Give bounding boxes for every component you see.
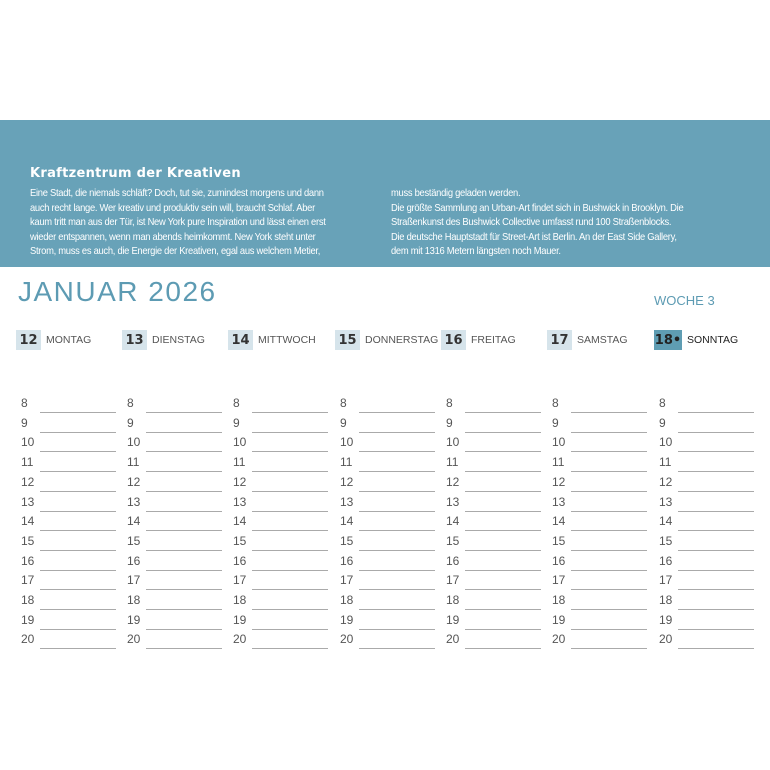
hour-label: 13 bbox=[340, 494, 354, 509]
hour-entry-line[interactable] bbox=[465, 550, 541, 551]
hour-label: 13 bbox=[127, 494, 141, 509]
hour-entry-line[interactable] bbox=[465, 530, 541, 531]
hour-entry-line[interactable] bbox=[571, 412, 647, 413]
hour-entry-line[interactable] bbox=[146, 412, 222, 413]
hour-label: 20 bbox=[340, 632, 354, 647]
hour-entry-line[interactable] bbox=[465, 609, 541, 610]
hour-label: 17 bbox=[21, 573, 35, 588]
hour-label: 14 bbox=[127, 514, 141, 529]
hour-entry-line[interactable] bbox=[359, 471, 435, 472]
text-line: dem mit 1316 Metern längsten noch Mauer. bbox=[391, 246, 561, 257]
hour-label: 9 bbox=[21, 415, 28, 430]
hour-label: 11 bbox=[552, 455, 565, 470]
hour-entry-line[interactable] bbox=[146, 511, 222, 512]
day-header bbox=[441, 330, 516, 350]
hour-entry-line[interactable] bbox=[678, 629, 754, 630]
text-line: Die deutsche Hauptstadt für Street-Art ist Berlin. An der East Side Gallery, bbox=[391, 231, 677, 243]
banner-text-right bbox=[391, 187, 683, 260]
hour-label: 18 bbox=[340, 593, 354, 607]
hour-entry-line[interactable] bbox=[678, 412, 754, 413]
hour-label: 13 bbox=[446, 494, 460, 509]
hour-entry-line[interactable] bbox=[678, 530, 754, 531]
hour-label: 12 bbox=[446, 474, 460, 489]
hour-label: 10 bbox=[21, 435, 35, 450]
day-header bbox=[335, 330, 438, 350]
hour-entry-line[interactable] bbox=[252, 530, 328, 531]
hour-label: 10 bbox=[552, 435, 566, 450]
hour-label: 15 bbox=[552, 533, 566, 548]
hour-entry-line[interactable] bbox=[252, 550, 328, 551]
text-line: wieder entspannen, wenn man abends heimkommt. New York steht unter bbox=[30, 231, 316, 243]
hour-label: 19 bbox=[127, 612, 141, 627]
hour-entry-line[interactable] bbox=[40, 432, 116, 433]
hour-entry-line[interactable] bbox=[359, 511, 435, 512]
hour-label: 11 bbox=[340, 455, 353, 470]
month-title: JANUAR 2026 bbox=[18, 276, 217, 307]
text-line: kaum tritt man aus der Tür, ist New York pure Inspiration und lässt einen erst bbox=[30, 217, 326, 228]
hour-label: 8 bbox=[446, 396, 453, 410]
hour-entry-line[interactable] bbox=[678, 550, 754, 551]
hour-label: 8 bbox=[552, 396, 559, 410]
hour-label: 15 bbox=[659, 533, 673, 548]
text-line: Eine Stadt, die niemals schläft? Doch, tut sie, zumindest morgens und dann bbox=[30, 188, 324, 199]
hour-label: 11 bbox=[446, 455, 459, 470]
hour-entry-line[interactable] bbox=[146, 432, 222, 433]
hour-entry-line[interactable] bbox=[146, 629, 222, 630]
hour-entry-line[interactable] bbox=[571, 491, 647, 492]
hour-label: 19 bbox=[552, 612, 566, 627]
hour-entry-line[interactable] bbox=[359, 629, 435, 630]
hour-entry-line[interactable] bbox=[252, 471, 328, 472]
hour-entry-line[interactable] bbox=[571, 609, 647, 610]
hour-entry-line[interactable] bbox=[359, 570, 435, 571]
hour-label: 11 bbox=[21, 455, 34, 470]
hour-entry-line[interactable] bbox=[252, 570, 328, 571]
hour-entry-line[interactable] bbox=[146, 471, 222, 472]
hour-label: 10 bbox=[127, 435, 141, 450]
hour-label: 15 bbox=[340, 533, 354, 548]
hour-label: 16 bbox=[21, 553, 35, 568]
hour-entry-line[interactable] bbox=[40, 451, 116, 452]
text-line: Straßenkunst des Bushwick Collective umfasst rund 100 Straßenblocks. bbox=[391, 217, 672, 228]
hour-entry-line[interactable] bbox=[146, 530, 222, 531]
hour-entry-line[interactable] bbox=[571, 511, 647, 512]
hour-label: 16 bbox=[340, 553, 354, 568]
hour-label: 19 bbox=[233, 612, 247, 627]
day-number: 16 bbox=[441, 330, 466, 350]
hour-entry-line[interactable] bbox=[252, 648, 328, 649]
hour-label: 9 bbox=[552, 415, 559, 430]
hour-label: 19 bbox=[21, 612, 35, 627]
hour-entry-line[interactable] bbox=[40, 412, 116, 413]
hour-label: 16 bbox=[127, 553, 141, 568]
hour-label: 9 bbox=[127, 415, 134, 430]
day-name: MONTAG bbox=[46, 334, 92, 346]
hour-label: 12 bbox=[552, 474, 566, 489]
hour-label: 14 bbox=[233, 514, 247, 529]
hour-label: 17 bbox=[233, 573, 247, 588]
hour-entry-line[interactable] bbox=[465, 491, 541, 492]
hour-label: 9 bbox=[233, 415, 240, 430]
hour-entry-line[interactable] bbox=[40, 471, 116, 472]
hour-label: 11 bbox=[127, 455, 140, 470]
hour-label: 10 bbox=[659, 435, 673, 450]
hour-entry-line[interactable] bbox=[465, 412, 541, 413]
day-number: 13 bbox=[122, 330, 147, 350]
hour-label: 20 bbox=[659, 632, 673, 647]
hour-entry-line[interactable] bbox=[678, 589, 754, 590]
hour-entry-line[interactable] bbox=[40, 530, 116, 531]
hour-entry-line[interactable] bbox=[571, 629, 647, 630]
hour-entry-line[interactable] bbox=[678, 609, 754, 610]
text-line: muss beständig geladen werden. bbox=[391, 188, 521, 199]
hour-label: 14 bbox=[446, 514, 460, 529]
hour-entry-line[interactable] bbox=[571, 589, 647, 590]
hour-entry-line[interactable] bbox=[678, 471, 754, 472]
hour-label: 12 bbox=[21, 474, 35, 489]
hour-entry-line[interactable] bbox=[678, 432, 754, 433]
hour-entry-line[interactable] bbox=[571, 550, 647, 551]
hour-label: 8 bbox=[127, 396, 134, 410]
day-number: 17 bbox=[547, 330, 572, 350]
day-header bbox=[228, 330, 316, 350]
hour-entry-line[interactable] bbox=[359, 412, 435, 413]
hour-label: 9 bbox=[446, 415, 453, 430]
hour-entry-line[interactable] bbox=[40, 589, 116, 590]
hour-label: 14 bbox=[552, 514, 566, 529]
hour-entry-line[interactable] bbox=[252, 629, 328, 630]
day-name: DIENSTAG bbox=[152, 334, 205, 346]
hour-entry-line[interactable] bbox=[465, 589, 541, 590]
banner-text-left bbox=[30, 187, 326, 260]
hour-label: 17 bbox=[340, 573, 354, 588]
hour-entry-line[interactable] bbox=[465, 511, 541, 512]
hour-label: 19 bbox=[340, 612, 354, 627]
hour-label: 14 bbox=[659, 514, 673, 529]
hour-label: 20 bbox=[552, 632, 566, 647]
hour-label: 10 bbox=[340, 435, 354, 450]
hour-entry-line[interactable] bbox=[465, 648, 541, 649]
hour-entry-line[interactable] bbox=[359, 491, 435, 492]
day-name: FREITAG bbox=[471, 334, 516, 346]
hour-entry-line[interactable] bbox=[146, 550, 222, 551]
hour-label: 19 bbox=[446, 612, 460, 627]
hour-entry-line[interactable] bbox=[465, 471, 541, 472]
hour-entry-line[interactable] bbox=[252, 412, 328, 413]
text-line: Die größte Sammlung an Urban-Art findet sich in Bushwick in Brooklyn. Die bbox=[391, 202, 684, 214]
hour-entry-line[interactable] bbox=[40, 570, 116, 571]
hour-entry-line[interactable] bbox=[359, 530, 435, 531]
week-label: WOCHE 3 bbox=[654, 293, 715, 308]
hour-label: 11 bbox=[233, 455, 246, 470]
day-header bbox=[547, 330, 628, 350]
day-header bbox=[122, 330, 205, 350]
hour-entry-line[interactable] bbox=[359, 550, 435, 551]
day-number: 15 bbox=[335, 330, 360, 350]
day-name: DONNERSTAG bbox=[365, 334, 439, 346]
hour-label: 16 bbox=[233, 553, 247, 568]
hour-entry-line[interactable] bbox=[465, 432, 541, 433]
hour-entry-line[interactable] bbox=[678, 570, 754, 571]
hour-label: 18 bbox=[446, 593, 460, 607]
hour-entry-line[interactable] bbox=[465, 451, 541, 452]
hour-entry-line[interactable] bbox=[146, 570, 222, 571]
day-name: MITTWOCH bbox=[258, 334, 316, 346]
hour-label: 14 bbox=[340, 514, 354, 529]
day-name: SONNTAG bbox=[687, 334, 739, 346]
hour-entry-line[interactable] bbox=[359, 451, 435, 452]
hour-entry-line[interactable] bbox=[571, 570, 647, 571]
day-header bbox=[16, 330, 91, 350]
hour-entry-line[interactable] bbox=[571, 451, 647, 452]
hour-label: 9 bbox=[340, 415, 347, 430]
hour-entry-line[interactable] bbox=[40, 648, 116, 649]
hour-entry-line[interactable] bbox=[40, 491, 116, 492]
hour-label: 14 bbox=[21, 514, 35, 529]
hour-label: 8 bbox=[233, 396, 240, 410]
hour-entry-line[interactable] bbox=[40, 550, 116, 551]
hour-entry-line[interactable] bbox=[359, 432, 435, 433]
hour-label: 15 bbox=[127, 533, 141, 548]
day-header bbox=[654, 330, 738, 350]
hour-label: 18 bbox=[127, 593, 141, 607]
hour-label: 15 bbox=[446, 533, 460, 548]
header-banner bbox=[0, 120, 770, 267]
hour-entry-line[interactable] bbox=[465, 629, 541, 630]
hour-label: 13 bbox=[21, 494, 35, 509]
day-number: 14 bbox=[228, 330, 253, 350]
hour-entry-line[interactable] bbox=[252, 451, 328, 452]
hour-entry-line[interactable] bbox=[252, 511, 328, 512]
hour-entry-line[interactable] bbox=[678, 511, 754, 512]
hour-entry-line[interactable] bbox=[678, 451, 754, 452]
hour-label: 13 bbox=[233, 494, 247, 509]
hour-label: 18 bbox=[21, 593, 35, 607]
hour-label: 8 bbox=[21, 396, 28, 410]
hour-entry-line[interactable] bbox=[571, 530, 647, 531]
hour-label: 16 bbox=[446, 553, 460, 568]
hour-entry-line[interactable] bbox=[678, 648, 754, 649]
hour-label: 12 bbox=[659, 474, 673, 489]
hour-label: 13 bbox=[552, 494, 566, 509]
hour-label: 12 bbox=[127, 474, 141, 489]
hour-label: 11 bbox=[659, 455, 672, 470]
hour-label: 20 bbox=[233, 632, 247, 647]
hour-entry-line[interactable] bbox=[359, 609, 435, 610]
hour-entry-line[interactable] bbox=[40, 609, 116, 610]
hour-entry-line[interactable] bbox=[146, 491, 222, 492]
hour-label: 19 bbox=[659, 612, 673, 627]
hour-label: 20 bbox=[21, 632, 35, 647]
hour-entry-line[interactable] bbox=[146, 451, 222, 452]
hour-label: 18 bbox=[659, 593, 673, 607]
hour-entry-line[interactable] bbox=[571, 648, 647, 649]
day-number: 18• bbox=[654, 330, 682, 350]
hour-label: 18 bbox=[552, 593, 566, 607]
hour-entry-line[interactable] bbox=[252, 432, 328, 433]
hour-entry-line[interactable] bbox=[465, 570, 541, 571]
hour-entry-line[interactable] bbox=[359, 648, 435, 649]
hour-label: 13 bbox=[659, 494, 673, 509]
hour-entry-line[interactable] bbox=[571, 432, 647, 433]
hour-entry-line[interactable] bbox=[359, 589, 435, 590]
hour-label: 17 bbox=[446, 573, 460, 588]
hour-label: 20 bbox=[127, 632, 141, 647]
hour-label: 17 bbox=[659, 573, 673, 588]
hour-label: 12 bbox=[340, 474, 354, 489]
hour-entry-line[interactable] bbox=[146, 589, 222, 590]
text-line: Strom, muss es auch, die Energie der Kreativen, egal aus welchem Metier, bbox=[30, 246, 321, 257]
hour-label: 20 bbox=[446, 632, 460, 647]
hour-entry-line[interactable] bbox=[252, 589, 328, 590]
hour-label: 16 bbox=[659, 553, 673, 568]
hour-label: 8 bbox=[340, 396, 347, 410]
hour-label: 16 bbox=[552, 553, 566, 568]
hour-entry-line[interactable] bbox=[40, 629, 116, 630]
hour-label: 15 bbox=[21, 533, 35, 548]
hour-entry-line[interactable] bbox=[571, 471, 647, 472]
hour-entry-line[interactable] bbox=[252, 491, 328, 492]
hour-label: 17 bbox=[552, 573, 566, 588]
hour-entry-line[interactable] bbox=[252, 609, 328, 610]
day-name: SAMSTAG bbox=[577, 334, 628, 346]
hour-label: 8 bbox=[659, 396, 666, 410]
hour-label: 18 bbox=[233, 593, 247, 607]
hour-label: 10 bbox=[446, 435, 460, 450]
banner-title: Kraftzentrum der Kreativen bbox=[30, 166, 241, 181]
hour-label: 17 bbox=[127, 573, 141, 588]
hour-entry-line[interactable] bbox=[146, 648, 222, 649]
hour-label: 12 bbox=[233, 474, 247, 489]
hour-entry-line[interactable] bbox=[146, 609, 222, 610]
hour-label: 9 bbox=[659, 415, 666, 430]
day-number: 12 bbox=[16, 330, 41, 350]
hour-entry-line[interactable] bbox=[678, 491, 754, 492]
hour-label: 10 bbox=[233, 435, 247, 450]
hour-label: 15 bbox=[233, 533, 247, 548]
text-line: auch recht lange. Wer kreativ und produktiv sein will, braucht Schlaf. Aber bbox=[30, 202, 315, 214]
hour-entry-line[interactable] bbox=[40, 511, 116, 512]
